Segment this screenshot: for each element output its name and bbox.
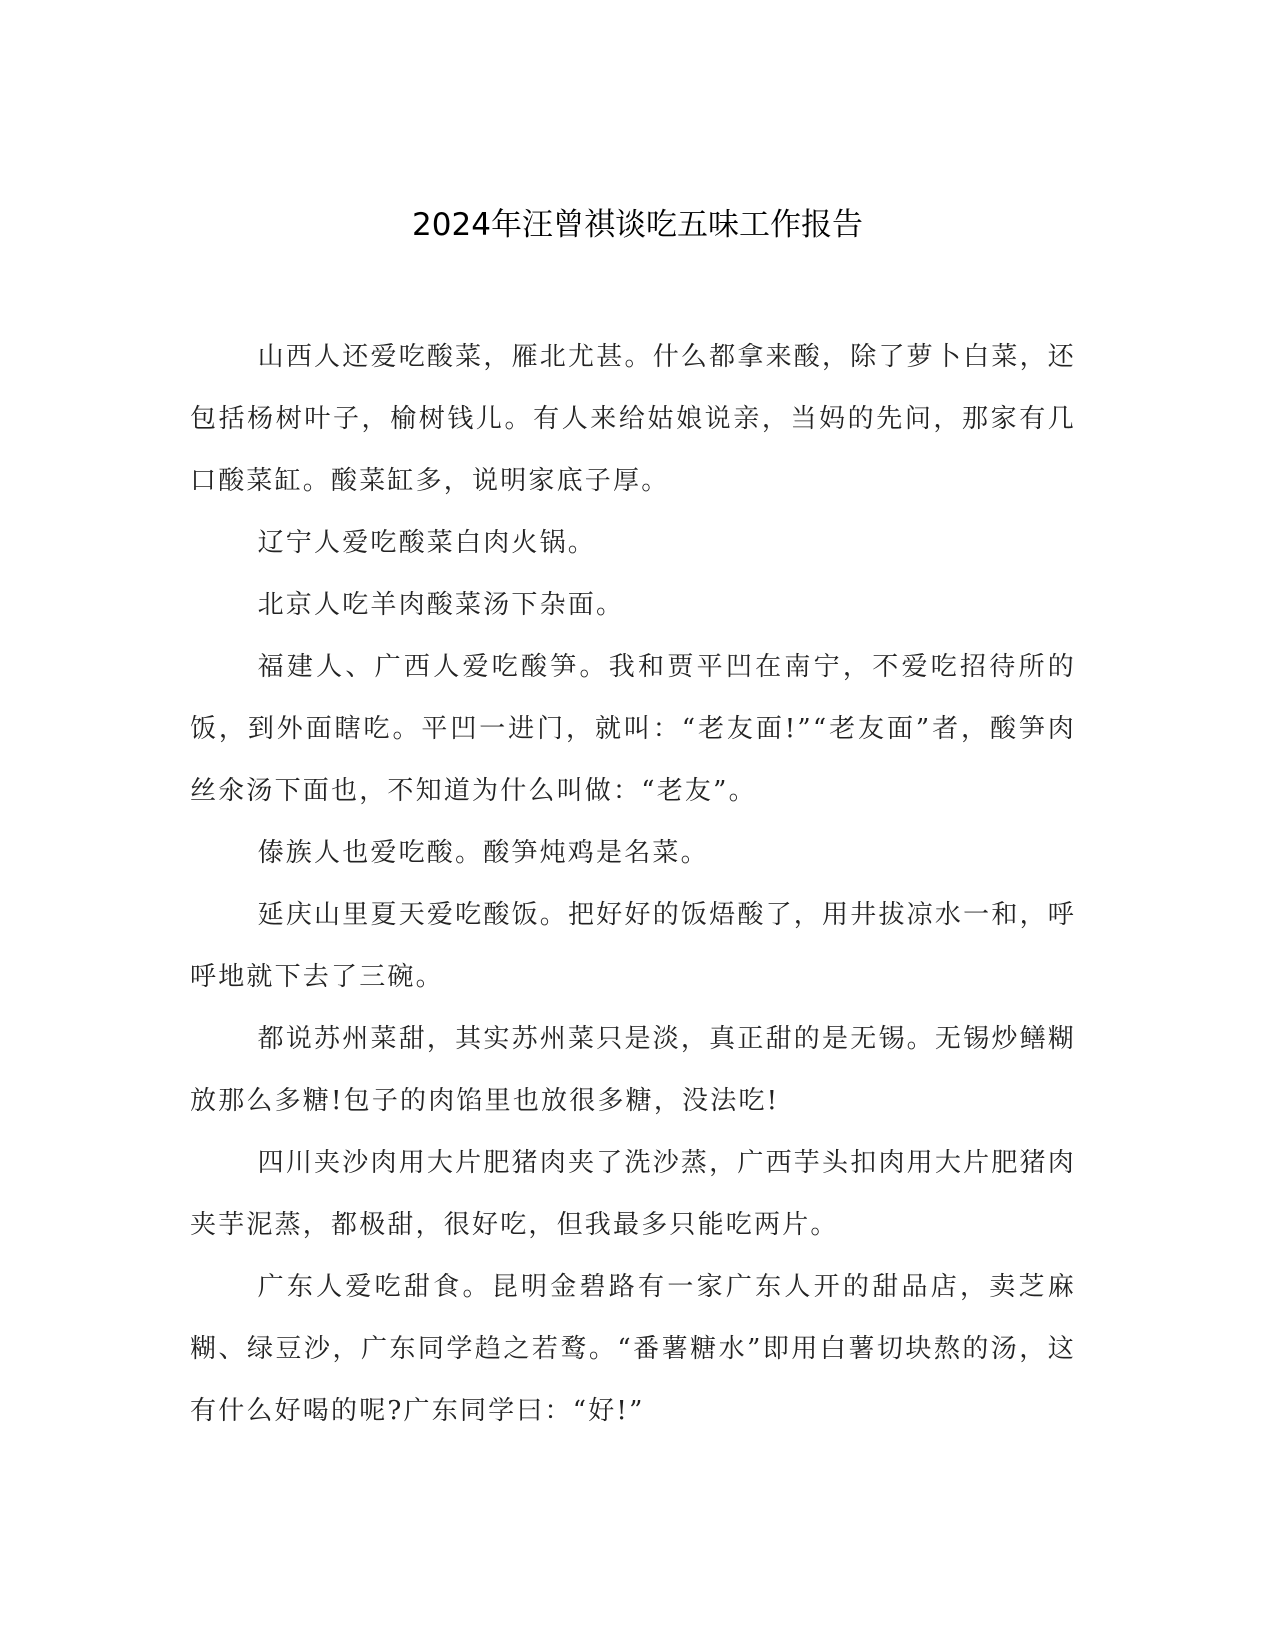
paragraph: 延庆山里夏天爱吃酸饭。把好好的饭焐酸了，用井拔凉水一和，呼呼地就下去了三碗。 xyxy=(190,900,1076,992)
paragraph: 都说苏州菜甜，其实苏州菜只是淡，真正甜的是无锡。无锡炒鳝糊放那么多糖!包子的肉馅里也放很多糖，没法吃! xyxy=(190,1024,1076,1116)
paragraph: 辽宁人爱吃酸菜白肉火锅。 xyxy=(257,528,596,558)
document-title: 2024年汪曾祺谈吃五味工作报告 xyxy=(412,207,863,243)
document-body xyxy=(190,326,1076,1442)
paragraph: 福建人、广西人爱吃酸笋。我和贾平凹在南宁，不爱吃招待所的饭，到外面瞎吃。平凹一进门，就叫：“老友面!”“老友面”者，酸笋肉丝氽汤下面也，不知道为什么叫做：“老友”。 xyxy=(190,652,1076,806)
paragraph: 广东人爱吃甜食。昆明金碧路有一家广东人开的甜品店，卖芝麻糊、绿豆沙，广东同学趋之若鹜。“番薯糖水”即用白薯切块熬的汤，这有什么好喝的呢?广东同学曰：“好!” xyxy=(190,1272,1076,1426)
paragraph: 山西人还爱吃酸菜，雁北尤甚。什么都拿来酸，除了萝卜白菜，还包括杨树叶子，榆树钱儿。有人来给姑娘说亲，当妈的先问，那家有几口酸菜缸。酸菜缸多，说明家底子厚。 xyxy=(190,342,1076,496)
paragraph: 北京人吃羊肉酸菜汤下杂面。 xyxy=(257,590,625,620)
paragraph: 四川夹沙肉用大片肥猪肉夹了洗沙蒸，广西芋头扣肉用大片肥猪肉夹芋泥蒸，都极甜，很好吃，但我最多只能吃两片。 xyxy=(190,1148,1076,1240)
paragraph: 傣族人也爱吃酸。酸笋炖鸡是名菜。 xyxy=(257,838,709,868)
